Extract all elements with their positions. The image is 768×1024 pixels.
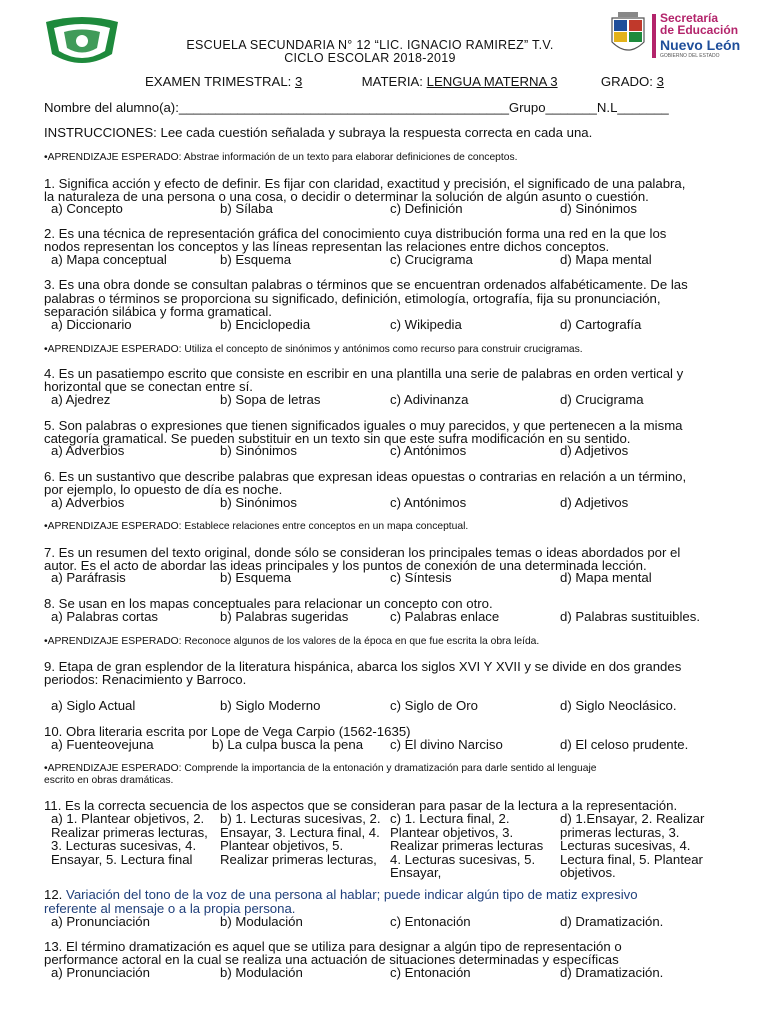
question-10-option-c[interactable]: c) El divino Narciso [390,737,503,752]
aprendizaje-esperado-4: •APRENDIZAJE ESPERADO: Reconoce algunos de los valores de la época en que fue escrita la obra leída. [44,636,540,647]
question-13-line-1: 13. El término dramatización es aquel que se utiliza para designar a algún tipo de representación o [44,939,622,954]
question-9-option-d[interactable]: d) Siglo Neoclásico. [560,698,677,713]
question-10-option-a[interactable]: a) Fuenteovejuna [51,737,154,752]
aprendizaje-esperado-5-line-2: escrito en obras dramáticas. [44,775,174,786]
question-3-line-1: 3. Es una obra donde se consultan palabras o términos que se encuentran ordenados alfabéticamente. De las [44,277,688,292]
question-1-line-1: 1. Significa acción y efecto de definir. Es fijar con claridad, exactitud y precisión, el significado de una palabra, [44,176,686,191]
exam-line [145,75,664,89]
question-5-option-c[interactable]: c) Antónimos [390,443,467,458]
question-3-option-c[interactable]: c) Wikipedia [390,317,462,332]
question-4-option-a[interactable]: a) Ajedrez [51,392,111,407]
question-13-option-b[interactable]: b) Modulación [220,965,303,980]
question-11-option-d[interactable]: d) 1.Ensayar, 2. Realizar primeras lecturas, 3. Lecturas sucesivas, 4. Lectura final, 5. Plantear objetivos. [560,811,705,880]
question-8-option-b[interactable]: b) Palabras sugeridas [220,609,349,624]
question-5-option-d[interactable]: d) Adjetivos [560,443,629,458]
question-8-option-a[interactable]: a) Palabras cortas [51,609,159,624]
question-4-option-b[interactable]: b) Sopa de letras [220,392,321,407]
question-6-line-1: 6. Es un sustantivo que describe palabras que expresan ideas opuestas o contrarias en relación a un término, [44,469,687,484]
subject-label: MATERIA: [361,74,427,89]
question-12-line-1 [44,888,638,902]
question-8-line-1: 8. Se usan en los mapas conceptuales para relacionar un concepto con otro. [44,596,493,611]
question-9-line-2: periodos: Renacimiento y Barroco. [44,672,247,687]
question-13-option-d[interactable]: d) Dramatización. [560,965,664,980]
question-9-option-c[interactable]: c) Siglo de Oro [390,698,478,713]
question-3-option-a[interactable]: a) Diccionario [51,317,132,332]
question-4-line-1: 4. Es un pasatiempo escrito que consiste en escribir en una plantilla una serie de palabras en orden vertical y [44,366,684,381]
question-6-option-c[interactable]: c) Antónimos [390,495,467,510]
question-2-line-2: nodos representan los conceptos y las líneas representan las relaciones entre dichos conceptos. [44,239,610,254]
question-2-option-a[interactable]: a) Mapa conceptual [51,252,167,267]
question-5-line-2: categoría gramatical. Se pueden substituir en un texto sin que este sufra modificación en su sentido. [44,431,631,446]
secretaria-educacion-logo [608,11,741,62]
question-7-option-c[interactable]: c) Síntesis [390,570,452,585]
question-7-line-2: autor. Es el acto de abordar las ideas principales y los puntos de conexión de una determinada lección. [44,558,647,573]
question-12-number: 12. [44,887,66,902]
question-1-option-c[interactable]: c) Definición [390,201,463,216]
question-11-option-b[interactable]: b) 1. Lecturas sucesivas, 2. Ensayar, 3. Lectura final, 4. Plantear objetivos, 5. Realizar primeras lecturas, [220,811,381,867]
question-2-line-1: 2. Es una técnica de representación gráfica del conocimiento cuya distribución forma una red en la que los [44,226,667,241]
question-12-line-2: referente al mensaje o a la propia persona. [44,901,296,916]
question-10-option-d[interactable]: d) El celoso prudente. [560,737,689,752]
exam-value: 3 [294,74,303,89]
question-3-line-3: separación silábica y forma gramatical. [44,304,272,319]
subject-value: LENGUA MATERNA 3 [426,74,558,89]
question-10-option-b[interactable]: b) La culpa busca la pena [212,737,364,752]
question-1-option-b[interactable]: b) Sílaba [220,201,273,216]
question-12-option-d[interactable]: d) Dramatización. [560,914,664,929]
question-8-option-d[interactable]: d) Palabras sustituibles. [560,609,701,624]
question-2-option-d[interactable]: d) Mapa mental [560,252,652,267]
question-7-option-a[interactable]: a) Paráfrasis [51,570,126,585]
question-12-option-c[interactable]: c) Entonación [390,914,471,929]
grade-label: GRADO: [600,74,657,89]
logo-text-secretaria: Secretaría [660,11,719,25]
aprendizaje-esperado-2: •APRENDIZAJE ESPERADO: Utiliza el concepto de sinónimos y antónimos como recurso para construir crucigramas. [44,344,583,355]
question-1-option-d[interactable]: d) Sinónimos [560,201,637,216]
question-2-option-c[interactable]: c) Crucigrama [390,252,473,267]
question-4-option-d[interactable]: d) Crucigrama [560,392,644,407]
question-9-line-1: 9. Etapa de gran esplendor de la literatura hispánica, abarca los siglos XVI Y XVII y se divide en dos grandes [44,659,682,674]
question-3-option-b[interactable]: b) Enciclopedia [220,317,311,332]
question-7-option-d[interactable]: d) Mapa mental [560,570,652,585]
question-5-line-1: 5. Son palabras o expresiones que tienen significados iguales o muy parecidos, y que pertenecen a la misma [44,418,683,433]
aprendizaje-esperado-1: •APRENDIZAJE ESPERADO: Abstrae información de un texto para elaborar definiciones de conceptos. [44,152,518,163]
question-1-line-2: la naturaleza de una persona o una cosa, o decidir o determinar la solución de algún asunto o cuestión. [44,189,649,204]
question-13-option-c[interactable]: c) Entonación [390,965,471,980]
question-6-line-2: por ejemplo, lo opuesto de día es noche. [44,482,283,497]
student-name-line: Nombre del alumno(a):_____________________________________________Grupo_______N.L_______ [44,100,669,115]
logo-text-educacion: de Educación [660,23,739,37]
question-10-line-1: 10. Obra literaria escrita por Lope de Vega Carpio (1562-1635) [44,724,411,739]
question-9-option-b[interactable]: b) Siglo Moderno [220,698,321,713]
aprendizaje-esperado-5-line-1: •APRENDIZAJE ESPERADO: Comprende la importancia de la entonación y dramatización para darle sentido al lenguaje [44,763,597,774]
question-2-option-b[interactable]: b) Esquema [220,252,292,267]
question-11-option-c[interactable]: c) 1. Lectura final, 2. Plantear objetivos, 3. Realizar primeras lecturas 4. Lecturas sucesivas, 5. Ensayar, [390,811,544,880]
question-3-line-2: palabras o términos se proporciona su significado, definición, etimología, ortografía, fija su pronunciación, [44,291,661,306]
question-11-line-1: 11. Es la correcta secuencia de los aspectos que se consideran para pasar de la lectura a la representación. [44,798,678,813]
question-12-option-b[interactable]: b) Modulación [220,914,303,929]
question-6-option-a[interactable]: a) Adverbios [51,495,125,510]
question-5-option-b[interactable]: b) Sinónimos [220,443,297,458]
school-logo [42,14,122,70]
question-4-option-c[interactable]: c) Adivinanza [390,392,469,407]
school-name: ESCUELA SECUNDARIA N° 12 “LIC. IGNACIO RAMIREZ” T.V. [186,38,554,52]
exam-label: EXAMEN TRIMESTRAL: [145,74,295,89]
logo-text-gobierno: GOBIERNO DEL ESTADO [660,53,720,59]
school-cycle: CICLO ESCOLAR 2018-2019 [284,51,456,65]
aprendizaje-esperado-3: •APRENDIZAJE ESPERADO: Establece relaciones entre conceptos en un mapa conceptual. [44,521,469,532]
question-13-option-a[interactable]: a) Pronunciación [51,965,150,980]
question-12-text: Variación del tono de la voz de una persona al hablar; puede indicar algún tipo de matiz expresivo [66,887,638,902]
question-6-option-b[interactable]: b) Sinónimos [220,495,297,510]
question-9-option-a[interactable]: a) Siglo Actual [51,698,136,713]
question-7-line-1: 7. Es un resumen del texto original, donde sólo se consideran los principales temas o ideas abordados por el [44,545,681,560]
question-4-line-2: horizontal que se conectan entre sí. [44,379,253,394]
question-5-option-a[interactable]: a) Adverbios [51,443,125,458]
question-6-option-d[interactable]: d) Adjetivos [560,495,629,510]
question-12-option-a[interactable]: a) Pronunciación [51,914,150,929]
question-11-option-a[interactable]: a) 1. Plantear objetivos, 2. Realizar primeras lecturas, 3. Lecturas sucesivas, 4. Ensayar, 5. Lectura final [51,811,208,867]
question-1-option-a[interactable]: a) Concepto [51,201,123,216]
instructions: INSTRUCCIONES: Lee cada cuestión señalada y subraya la respuesta correcta en cada una. [44,125,593,140]
grade-value: 3 [656,74,664,89]
logo-text-nuevo-leon: Nuevo León [660,37,741,53]
question-8-option-c[interactable]: c) Palabras enlace [390,609,500,624]
question-7-option-b[interactable]: b) Esquema [220,570,292,585]
question-3-option-d[interactable]: d) Cartografía [560,317,642,332]
question-13-line-2: performance actoral en la cual se realiza una actuación de situaciones determinadas y específicas [44,952,619,967]
